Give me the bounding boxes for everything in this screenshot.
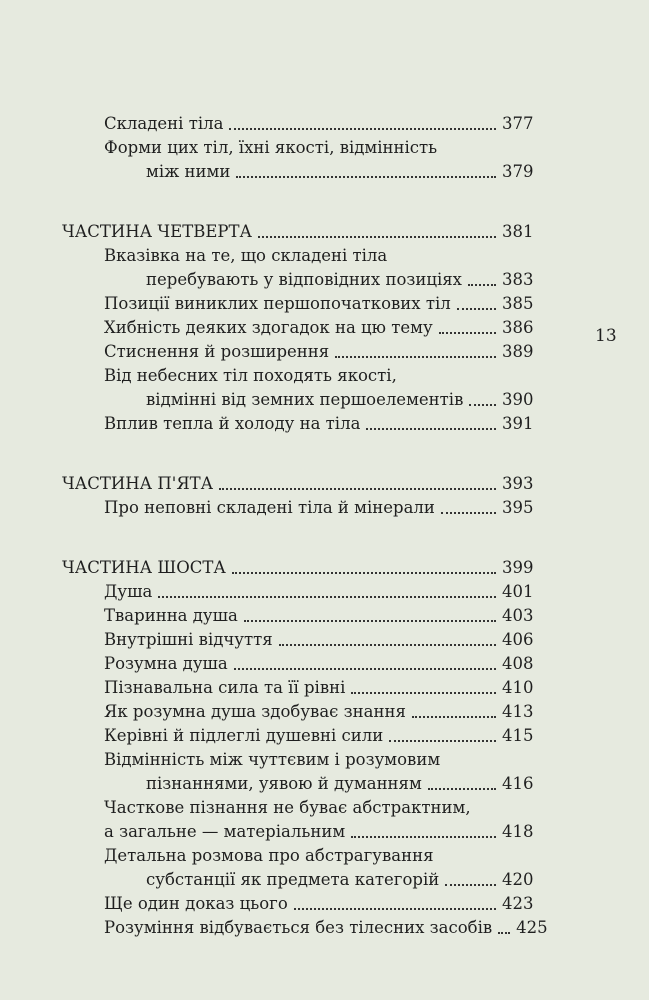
dot-leader [244,619,496,622]
toc-entry-title-line1: Вказівка на те, що складені тіла [104,246,388,265]
toc-entry-title: Пізнавальна сила та її рівні [104,678,346,697]
toc-entry-title: Душа [104,582,153,601]
toc-entry-title: Розумна душа [104,654,228,673]
toc-entry-title: Внутрішні відчуття [104,630,273,649]
dot-leader [294,907,496,910]
toc-entry-page: 377 [502,114,534,133]
dot-leader [232,571,496,574]
toc-entry[interactable] [62,340,532,364]
toc-section-page: 399 [502,558,534,577]
toc-entry[interactable] [62,412,532,436]
toc-entry-page: 379 [502,162,534,181]
dot-leader [279,643,496,646]
dot-leader [258,235,496,238]
toc-entry[interactable] [62,628,532,652]
toc-entry[interactable] [62,604,532,628]
toc-entry-title-line1: Часткове пізнання не буває абстрактним, [104,798,471,817]
toc-entry-page: 423 [502,894,534,913]
toc-entry-page: 408 [502,654,534,673]
toc-section[interactable] [62,472,532,496]
toc-entry-title: Вплив тепла й холоду на тіла [104,414,361,433]
toc-entry[interactable] [62,724,532,748]
dot-leader [389,739,496,742]
toc-entry[interactable] [62,652,532,676]
toc-entry-title-line2: а загальне — матеріальним [104,822,346,841]
toc-entry-page: 395 [502,498,534,517]
toc-entry-page: 383 [502,270,534,289]
dot-leader [351,835,496,838]
toc-section[interactable] [62,556,532,580]
dot-leader [229,127,496,130]
toc-entry-page: 416 [502,774,534,793]
toc-section-page: 393 [502,474,534,493]
toc-entry-page: 420 [502,870,534,889]
toc-entry-title-line1: Відмінність між чуттєвим і розумовим [104,750,441,769]
toc-entry-title-line2: перебувають у відповідних позиціях [146,270,462,289]
toc-entry-page: 410 [502,678,534,697]
toc-entry-title: Стиснення й розширення [104,342,330,361]
dot-leader [468,283,496,286]
dot-leader [236,175,496,178]
toc-entry-title: Позиції виниклих першопочаткових тіл [104,294,451,313]
toc-section-page: 381 [502,222,534,241]
toc-entry-page: 425 [516,918,548,937]
toc-entry[interactable] [62,844,532,892]
toc-entry[interactable] [62,748,532,796]
toc-entry-title: Як розумна душа здобуває знання [104,702,406,721]
toc-entry-title-line1: Форми цих тіл, їхні якості, відмінність [104,138,438,157]
toc-entry[interactable] [62,316,532,340]
toc-entry[interactable] [62,496,532,520]
toc-entry-title: Розуміння відбувається без тілесних засобів [104,918,493,937]
toc-entry-page: 389 [502,342,534,361]
toc-entry-page: 406 [502,630,534,649]
toc-entry[interactable] [62,244,532,292]
toc-entry-title: Керівні й підлеглі душевні сили [104,726,384,745]
dot-leader [351,691,496,694]
toc-entry[interactable] [62,580,532,604]
toc-entry-title-line2: відмінні від земних першоелементів [146,390,464,409]
toc-section-title: ЧАСТИНА ШОСТА [62,558,226,577]
toc-entry-page: 413 [502,702,534,721]
dot-leader [441,511,496,514]
dot-leader [445,883,496,886]
toc-entry[interactable] [62,796,532,844]
toc-entry-page: 386 [502,318,534,337]
toc-entry-page: 391 [502,414,534,433]
dot-leader [439,331,496,334]
toc-entry[interactable] [62,700,532,724]
toc-section[interactable] [62,220,532,244]
dot-leader [219,487,496,490]
toc-entry-title: Хибність деяких здогадок на цю тему [104,318,433,337]
toc-entry[interactable] [62,112,532,136]
toc-entry-page: 403 [502,606,534,625]
toc-entry-title: Ще один доказ цього [104,894,288,913]
toc-entry[interactable] [62,892,532,916]
dot-leader [498,931,510,934]
toc-entry-title: Складені тіла [104,114,224,133]
table-of-contents [62,112,548,940]
toc-entry[interactable] [62,676,532,700]
page-number: 13 [595,326,617,346]
dot-leader [234,667,496,670]
toc-entry-title-line1: Детальна розмова про абстрагування [104,846,434,865]
dot-leader [428,787,496,790]
toc-entry-title-line2: між ними [146,162,231,181]
toc-entry-title: Про неповні складені тіла й мінерали [104,498,435,517]
toc-entry-page: 415 [502,726,534,745]
toc-entry[interactable] [62,364,532,412]
toc-entry-title-line2: субстанції як предмета категорій [146,870,440,889]
toc-entry-page: 401 [502,582,534,601]
toc-section-title: ЧАСТИНА П'ЯТА [62,474,214,493]
toc-entry[interactable] [62,916,548,940]
toc-entry-page: 390 [502,390,534,409]
toc-entry-title: Тваринна душа [104,606,238,625]
toc-entry-title-line2: пізнаннями, уявою й думанням [146,774,422,793]
toc-entry[interactable] [62,292,532,316]
dot-leader [366,427,496,430]
toc-entry[interactable] [62,136,532,184]
toc-entry-page: 385 [502,294,534,313]
dot-leader [335,355,496,358]
dot-leader [457,307,496,310]
toc-entry-title-line1: Від небесних тіл походять якості, [104,366,397,385]
toc-section-title: ЧАСТИНА ЧЕТВЕРТА [62,222,252,241]
dot-leader [158,595,496,598]
dot-leader [469,403,496,406]
dot-leader [412,715,496,718]
toc-entry-page: 418 [502,822,534,841]
